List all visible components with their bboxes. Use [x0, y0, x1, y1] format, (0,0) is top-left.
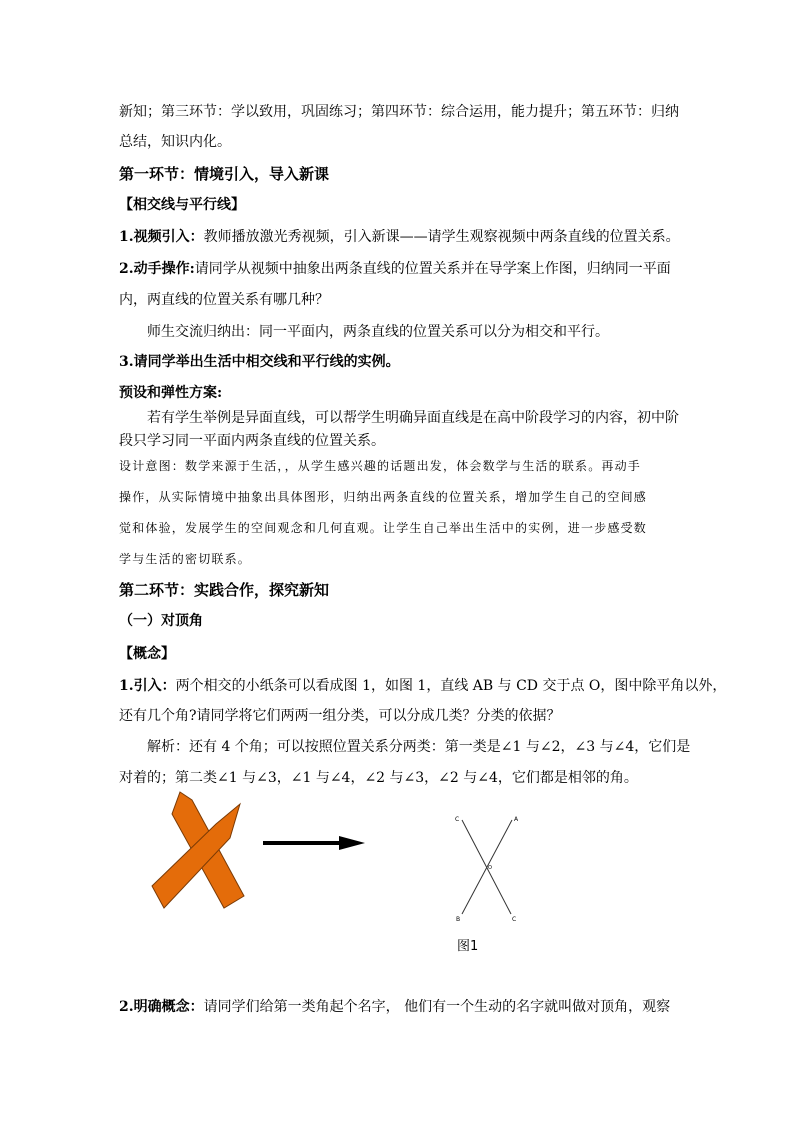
para-line: 对着的；第二类∠1 与∠3，∠1 与∠4，∠2 与∠3，∠2 与∠4，它们都是相邻的角。	[119, 770, 638, 786]
design-intent-line: 学与生活的密切联系。	[119, 552, 252, 566]
para-line: 新知；第三环节：学以致用，巩固练习；第四环节：综合运用，能力提升；第五环节：归纳	[119, 104, 679, 120]
crossed-paper-strips-image	[150, 786, 260, 916]
label: 1.引入：	[119, 678, 176, 694]
design-intent-line: 操作，从实际情境中抽象出具体图形，归纳出两条直线的位置关系，增加学生自己的空间感	[119, 490, 648, 504]
para-line: 内，两直线的位置关系有哪几种？	[119, 292, 329, 308]
text: 请同学从视频中抽象出两条直线的位置关系并在导学案上作图，归纳同一平面	[194, 261, 671, 277]
para-line: 段只学习同一平面内两条直线的位置关系。	[119, 433, 385, 449]
text: 请同学们给第一类角起个名字， 他们有一个生动的名字就叫做对顶角，观察	[203, 999, 671, 1015]
para-line: 总结，知识内化。	[119, 134, 231, 150]
label: 2.动手操作:	[119, 261, 195, 277]
point-label: C	[512, 916, 517, 923]
section-heading-1: 第一环节：情境引入，导入新课	[119, 165, 330, 183]
point-label: O	[488, 865, 492, 871]
preset-title: 预设和弹性方案:	[119, 385, 223, 401]
point-label: C	[455, 816, 460, 823]
figure-caption: 图1	[457, 939, 479, 954]
paragraph-video-intro	[119, 227, 680, 247]
subsection-heading: 【概念】	[119, 646, 175, 662]
point-label: A	[514, 816, 519, 823]
section-heading-2: 第二环节：实践合作，探究新知	[119, 581, 330, 599]
label: 2.明确概念：	[119, 999, 204, 1015]
design-intent-line: 设计意图：数学来源于生活，，从学生感兴趣的话题出发，体会数学与生活的联系。再动手	[119, 459, 642, 473]
subsection-heading: 【相交线与平行线】	[119, 197, 245, 213]
text: 两个相交的小纸条可以看成图 1，如图 1，直线 AB 与 CD 交于点 O，图中除平角以外，	[175, 678, 727, 694]
para-line: 还有几个角?请同学将它们两两一组分类，可以分成几类？分类的依据？	[119, 708, 561, 724]
para-line: 若有学生举例是异面直线，可以帮学生明确异面直线是在高中阶段学习的内容，初中阶	[147, 410, 679, 426]
design-intent-line: 觉和体验，发展学生的空间观念和几何直观。让学生自己举出生活中的实例，进一步感受数	[119, 521, 648, 535]
right-arrow-icon	[263, 834, 367, 852]
figure-1-intersecting-lines	[444, 810, 534, 924]
text: 教师播放激光秀视频，引入新课——请学生观察视频中两条直线的位置关系。	[203, 229, 680, 245]
para-line: 解析：还有 4 个角；可以按照位置关系分两类：第一类是∠1 与∠2，∠3 与∠4，它们是	[147, 739, 691, 755]
paragraph-hands-on	[119, 259, 671, 279]
subsection-heading: （一）对顶角	[119, 613, 203, 629]
paragraph-examples: 3.请同学举出生活中相交线和平行线的实例。	[119, 354, 400, 370]
paragraph-concept	[119, 997, 670, 1017]
paragraph-intro	[119, 676, 726, 696]
label: 1.视频引入：	[119, 229, 204, 245]
para-line: 师生交流归纳出：同一平面内，两条直线的位置关系可以分为相交和平行。	[147, 324, 609, 340]
point-label: B	[456, 916, 461, 923]
